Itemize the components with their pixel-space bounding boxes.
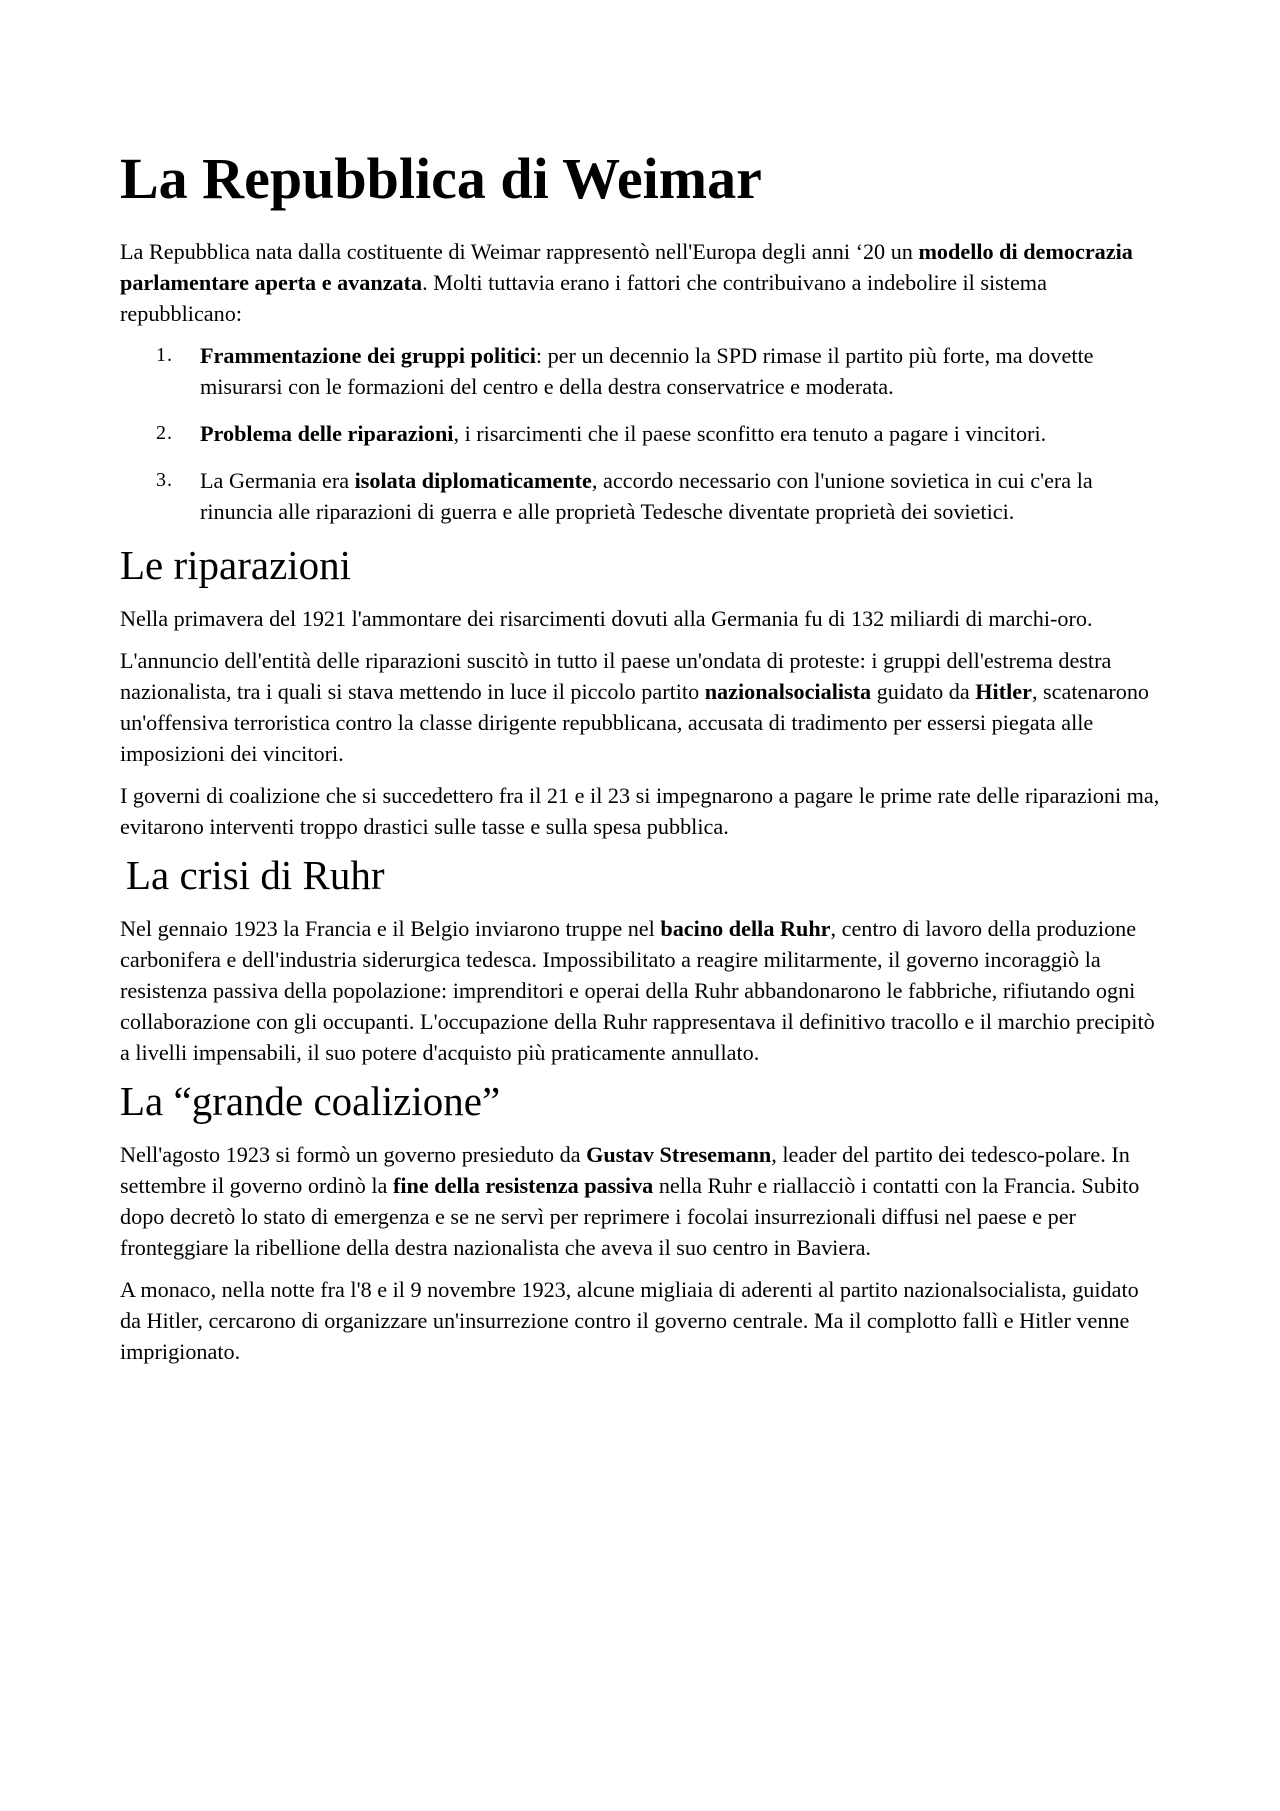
paragraph-text: nella Ruhr e riallacciò i contatti con la Francia. Subito dopo decretò lo stato di emergenza e se ne servì per reprimere i focolai insurrezionali diffusi nel paese e per fronteggiare la ribellione della destra nazionalista che aveva il suo centro in Baviera. xyxy=(120,1173,1140,1261)
list-item xyxy=(120,418,1165,449)
list-item-text: , i risarcimenti che il paese sconfitto era tenuto a pagare i vincitori. xyxy=(453,421,1047,446)
document-page xyxy=(120,146,1165,1378)
list-number: 2. xyxy=(156,422,173,444)
paragraph: A monaco, nella notte fra l'8 e il 9 novembre 1923, alcune migliaia di aderenti al partito nazionalsocialista, guidato da Hitler, cercarono di organizzare un'insurrezione contro il governo centrale. Ma il complotto fallì e Hitler venne imprigionato. xyxy=(120,1277,1139,1365)
paragraph-text: , leader del partito dei tedesco-polare. In settembre il governo ordinò la xyxy=(120,1142,1130,1199)
list-item xyxy=(120,340,1165,402)
list-item-text: , accordo necessario con l'unione sovietica in cui c'era la rinuncia alle riparazioni di guerra e alle proprietà Tedesche diventate proprietà dei sovietici. xyxy=(200,468,1093,524)
paragraph-bold: nazionalsocialista xyxy=(704,679,872,705)
paragraph-bold: bacino della Ruhr xyxy=(660,916,831,942)
paragraph-text: , centro di lavoro della produzione carbonifera e dell'industria siderurgica tedesca. Impossibilitato a reagire militarmente, il governo incoraggiò la resistenza passiva della popolazione: imprenditori e operai della Ruhr abbandonarono le fabbriche, rifiutando ogni collaborazione con gli occupanti. L'occupazione della Ruhr rappresentava il definitivo tracollo e il marchio precipitò a livelli impensabili, il suo potere d'acquisto più praticamente annullato. xyxy=(120,916,1155,1066)
paragraph-text: Nell'agosto 1923 si formò un governo presieduto da xyxy=(120,1142,587,1168)
intro-text-2: . Molti tuttavia erano i fattori che contribuivano a indebolire il sistema repubblicano: xyxy=(120,270,1047,326)
paragraph: Nella primavera del 1921 l'ammontare dei risarcimenti dovuti alla Germania fu di 132 miliardi di marchi-oro. xyxy=(120,606,1093,632)
factors-list xyxy=(120,340,1165,527)
paragraph xyxy=(120,913,1165,1068)
list-item xyxy=(120,465,1165,527)
paragraph-text: Nel gennaio 1923 la Francia e il Belgio inviarono truppe nel xyxy=(120,916,661,942)
paragraph-bold: Gustav Stresemann xyxy=(586,1142,772,1168)
heading-riparazioni: Le riparazioni xyxy=(120,542,352,588)
intro-text-1: La Repubblica nata dalla costituente di Weimar rappresentò nell'Europa degli anni ‘20 un xyxy=(120,239,919,264)
list-number: 3. xyxy=(156,469,173,491)
list-item-bold: Problema delle riparazioni xyxy=(200,421,454,446)
paragraph: I governi di coalizione che si succedettero fra il 21 e il 23 si impegnarono a pagare le prime rate delle riparazioni ma, evitarono interventi troppo drastici sulle tasse e sulla spesa pubblica. xyxy=(120,783,1160,840)
intro-paragraph xyxy=(120,236,1165,329)
paragraph xyxy=(120,645,1165,769)
paragraph-bold: fine della resistenza passiva xyxy=(392,1173,654,1199)
list-item-text: La Germania era xyxy=(200,468,355,493)
paragraph xyxy=(120,1139,1165,1263)
paragraph-text: L'annuncio dell'entità delle riparazioni suscitò in tutto il paese un'ondata di proteste: i gruppi dell'estrema destra nazionalista, tra i quali si stava mettendo in luce il piccolo partito xyxy=(120,648,1112,705)
intro-bold-1: modello di democrazia parlamentare aperta e avanzata xyxy=(120,239,1133,295)
heading-coalizione: La “grande coalizione” xyxy=(120,1078,501,1125)
paragraph-text: guidato da xyxy=(871,679,976,705)
list-item-bold: Frammentazione dei gruppi politici xyxy=(200,343,536,368)
heading-ruhr: La crisi di Ruhr xyxy=(126,852,385,899)
list-number: 1. xyxy=(156,344,173,366)
document-title: La Repubblica di Weimar xyxy=(120,146,762,211)
paragraph-text: , scatenarono un'offensiva terroristica contro la classe dirigente repubblicana, accusata di tradimento per essersi piegata alle imposizioni dei vincitori. xyxy=(120,679,1150,767)
list-item-text: : per un decennio la SPD rimase il partito più forte, ma dovette misurarsi con le formazioni del centro e della destra conservatrice e moderata. xyxy=(200,343,1094,399)
paragraph-bold: Hitler xyxy=(975,679,1032,705)
list-item-bold: isolata diplomaticamente xyxy=(354,468,592,493)
